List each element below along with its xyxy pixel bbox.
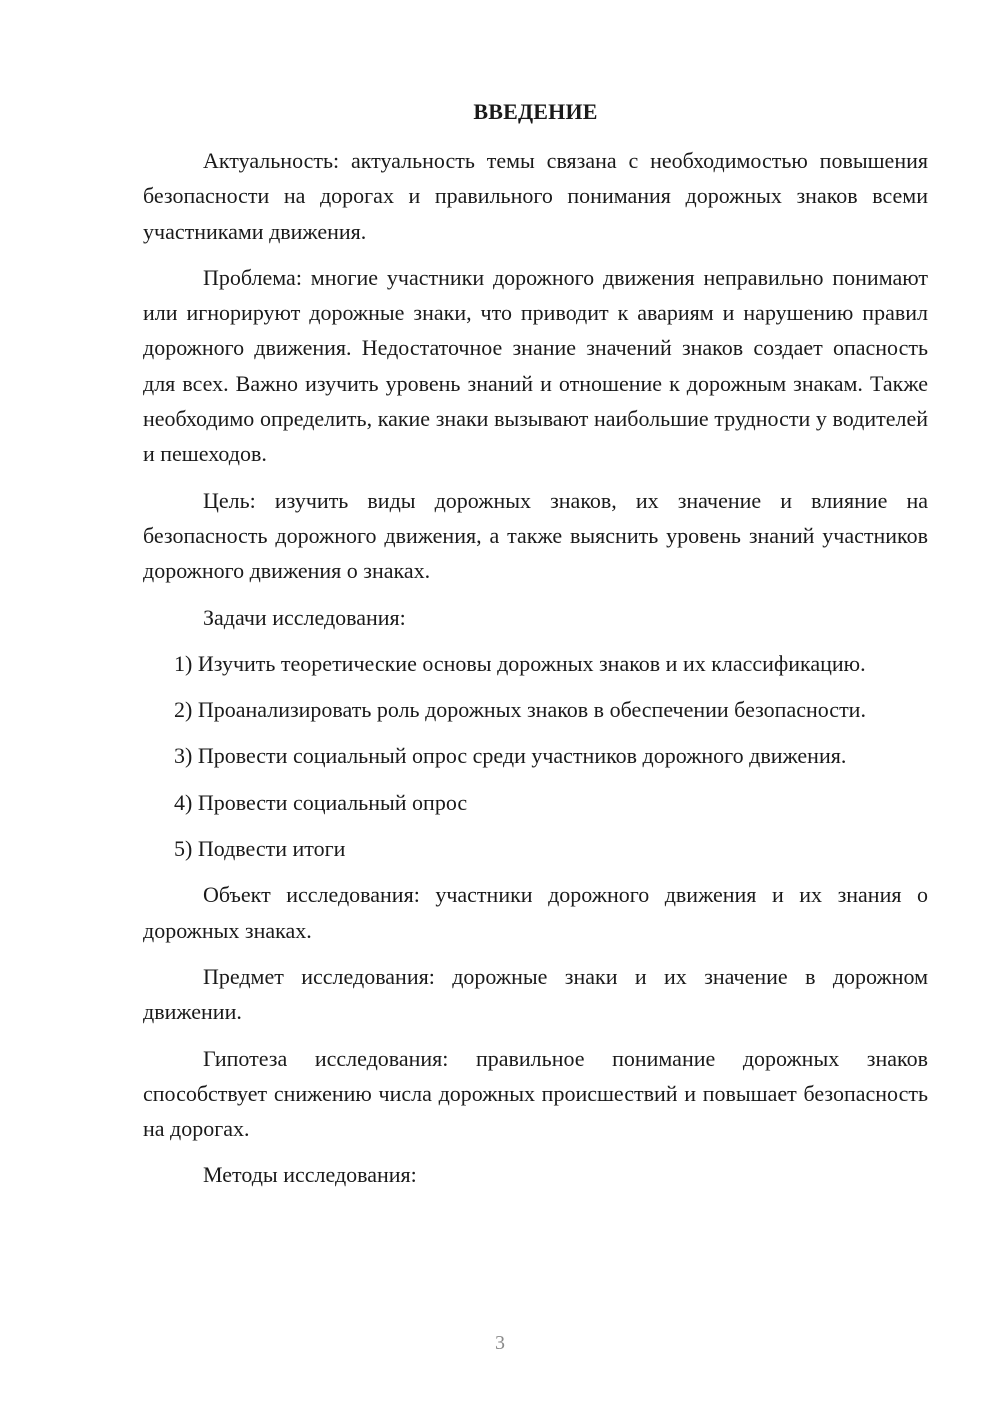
goal-paragraph: Цель: изучить виды дорожных знаков, их значение и влияние на безопасность дорожного движения, а также выяснить уровень знаний участников дорожного движения о знаках. (143, 487, 928, 584)
methods-heading: Методы исследования: (203, 1162, 417, 1188)
document-page (143, 94, 928, 1204)
tasks-heading: Задачи исследования: (203, 604, 406, 630)
page-number: 3 (495, 1332, 505, 1354)
task-item: 2) Проанализировать роль дорожных знаков в обеспечении безопасности. (174, 697, 866, 723)
subject-paragraph: Предмет исследования: дорожные знаки и их значение в дорожном движении. (143, 963, 928, 1025)
task-item: 5) Подвести итоги (174, 836, 346, 862)
section-title: ВВЕДЕНИЕ (473, 99, 598, 124)
relevance-paragraph: Актуальность: актуальность темы связана с необходимостью повышения безопасности на дорогах и правильного понимания дорожных знаков всеми участниками движения. (143, 148, 928, 244)
problem-paragraph: Проблема: многие участники дорожного движения неправильно понимают или игнорируют дорожные знаки, что приводит к авариям и нарушению правил дорожного движения. Недостаточное знание значений знаков создает опасность для всех. Важно изучить уровень знаний и отношение к дорожным знакам. Также необходимо определить, какие знаки вызывают наибольшие трудности у водителей и пешеходов. (143, 264, 928, 467)
task-item: 3) Провести социальный опрос среди участников дорожного движения. (174, 743, 847, 769)
object-paragraph: Объект исследования: участники дорожного движения и их знания о дорожных знаках. (143, 882, 928, 943)
task-item: 1) Изучить теоретические основы дорожных знаков и их классификацию. (174, 650, 866, 676)
hypothesis-paragraph: Гипотеза исследования: правильное понимание дорожных знаков способствует снижению числа дорожных происшествий и повышает безопасность на дорогах. (143, 1045, 928, 1142)
task-item: 4) Провести социальный опрос (174, 789, 468, 815)
